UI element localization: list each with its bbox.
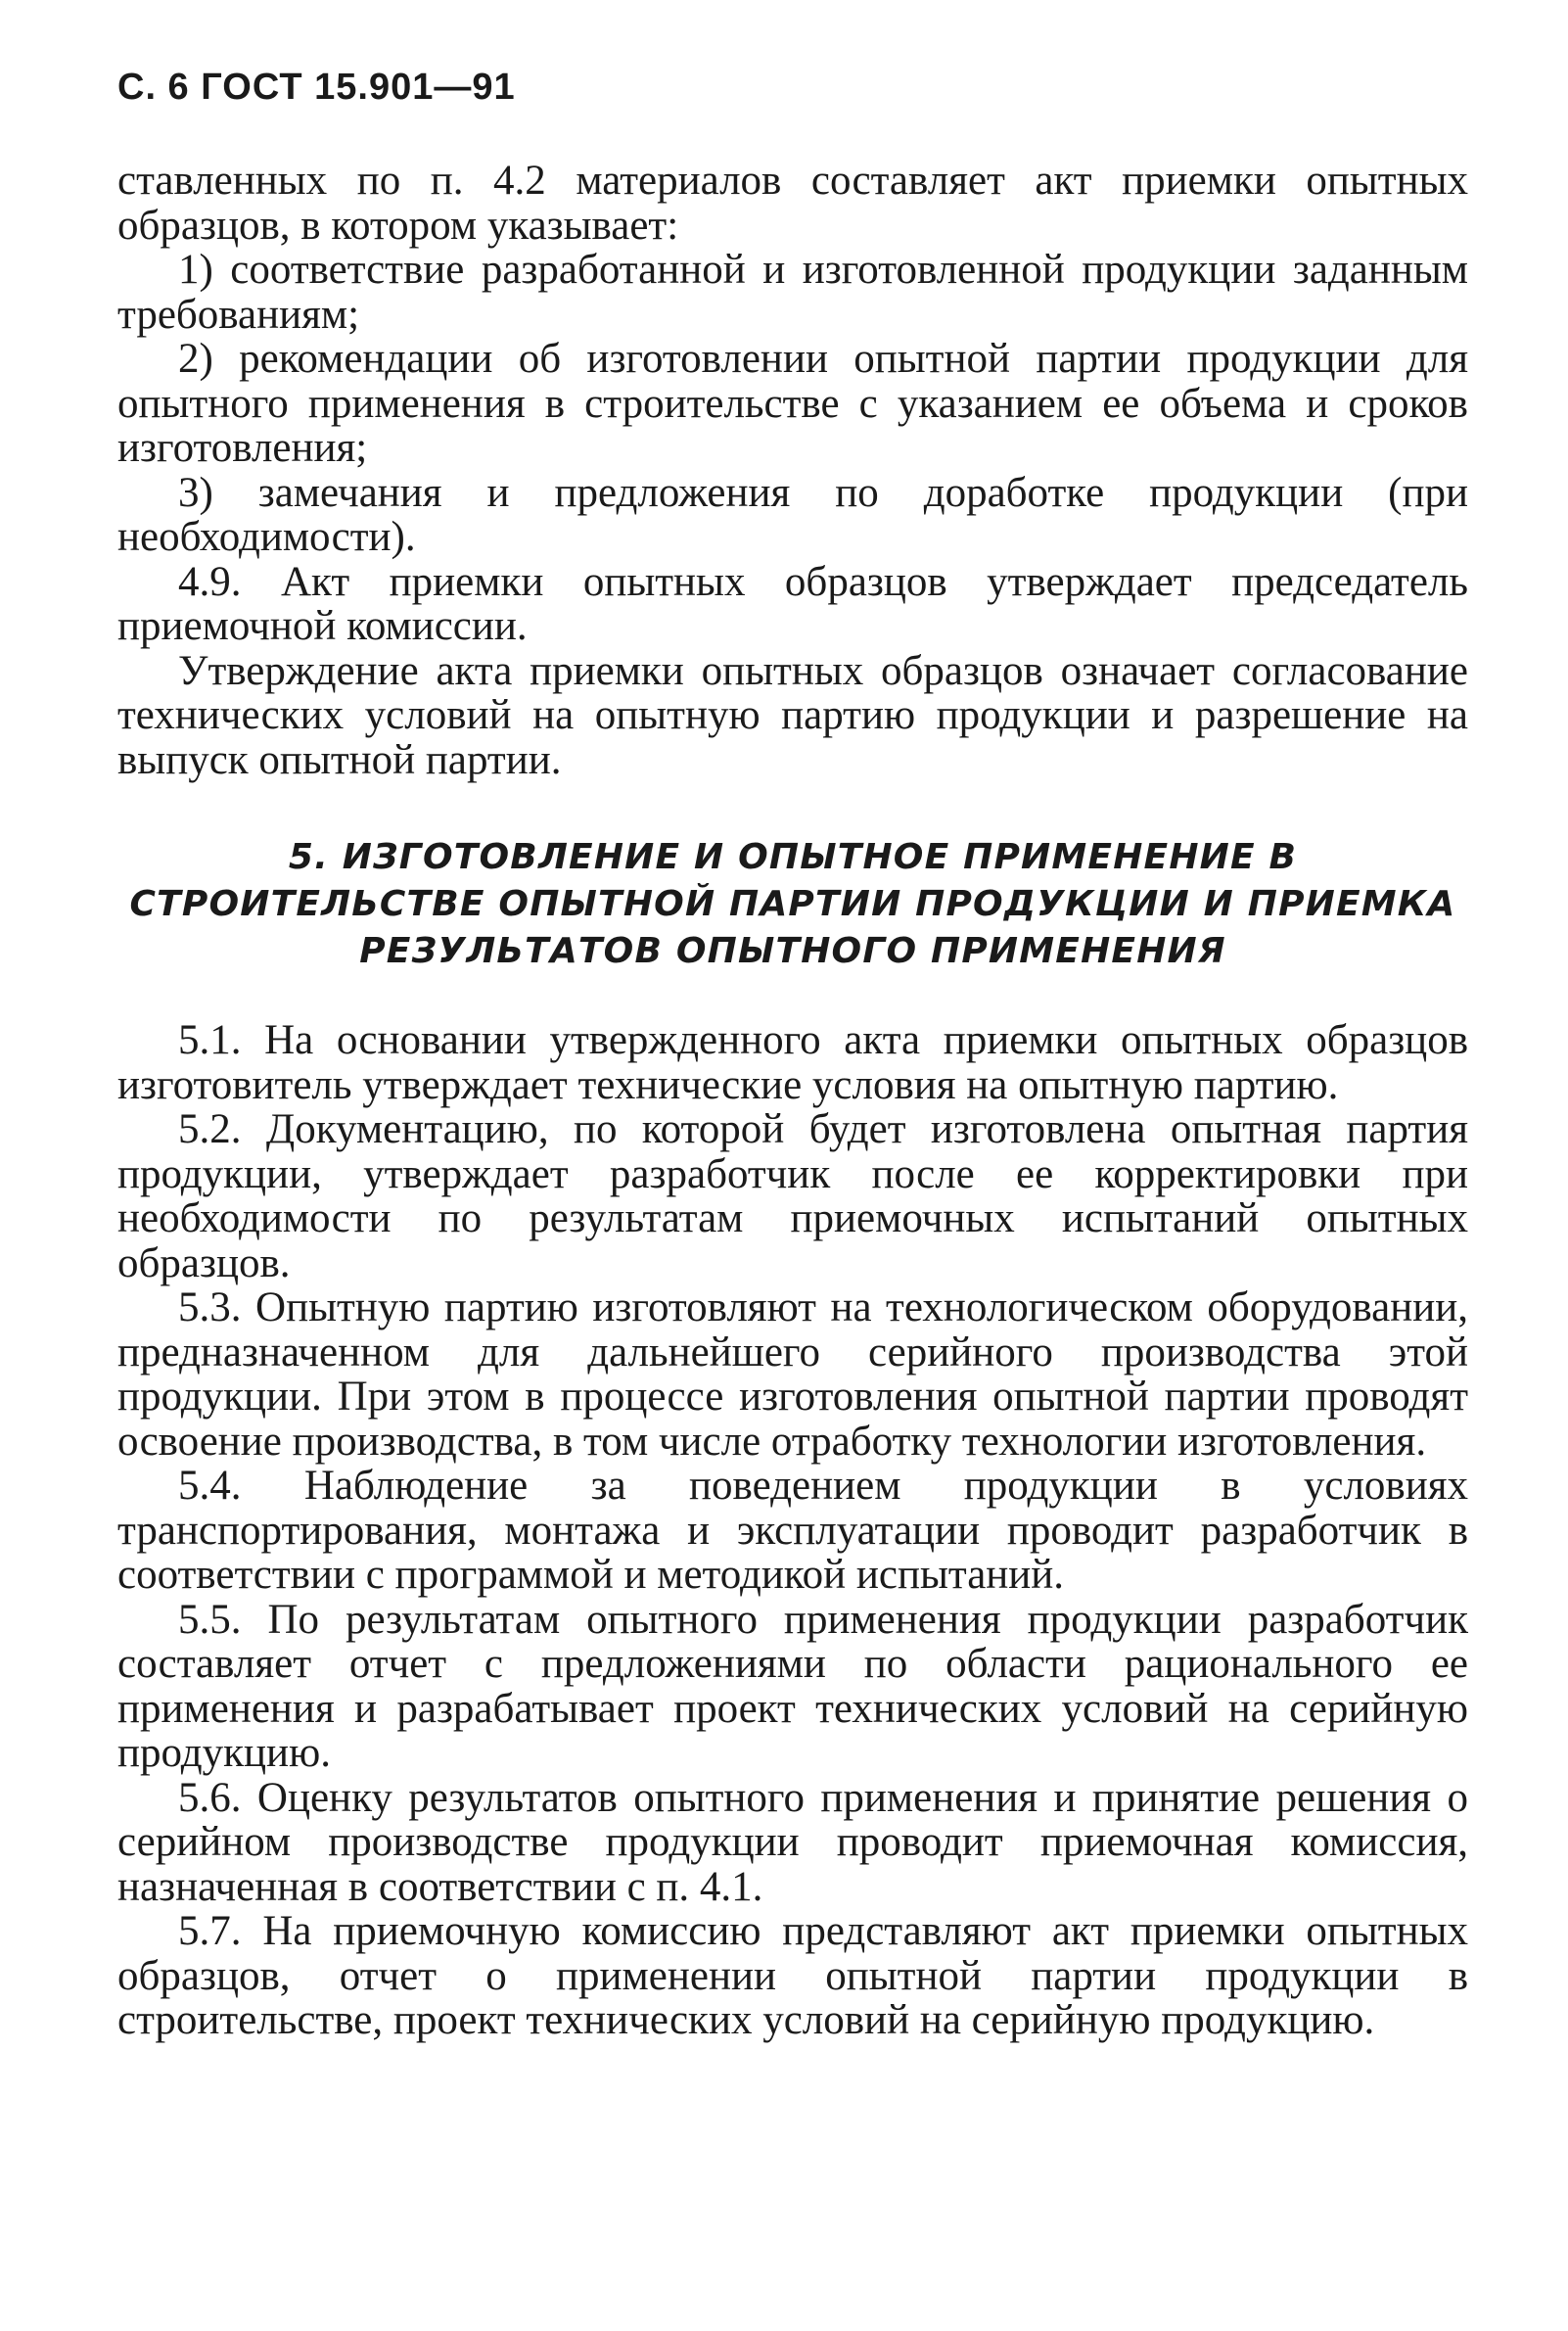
- section-5-heading: [117, 834, 1468, 975]
- section-heading-line: 5. ИЗГОТОВЛЕНИЕ И ОПЫТНОЕ ПРИМЕНЕНИЕ В: [288, 837, 1298, 877]
- paragraph-5-5: 5.5. По результатам опытного применения продукции разработчик составляет отчет с предложениями по области рационального ее применения и разрабатывает проект технических условий на серийную продукцию.: [117, 1596, 1468, 1776]
- list-item-3: 3) замечания и предложения по доработке продукции (при необходимости).: [117, 469, 1468, 560]
- section-heading-line: СТРОИТЕЛЬСТВЕ ОПЫТНОЙ ПАРТИИ ПРОДУКЦИИ И ПРИЕМКА: [129, 884, 1456, 924]
- section-heading-line: РЕЗУЛЬТАТОВ ОПЫТНОГО ПРИМЕНЕНИЯ: [359, 931, 1226, 971]
- paragraph-5-2: 5.2. Документацию, по которой будет изготовлена опытная партия продукции, утверждает разработчик после ее корректировки при необходимости по результатам приемочных испытаний опытных образцов.: [117, 1106, 1468, 1286]
- top-text-block: [117, 159, 1468, 782]
- paragraph-continuation: ставленных по п. 4.2 материалов составляет акт приемки опытных образцов, в котором указывает:: [117, 158, 1468, 249]
- paragraph-5-7: 5.7. На приемочную комиссию представляют акт приемки опытных образцов, отчет о применении опытной партии продукции в строительстве, проект технических условий на серийную продукцию.: [117, 1908, 1468, 2043]
- section-5-text-block: [117, 1018, 1468, 2043]
- paragraph-5-6: 5.6. Оценку результатов опытного применения и принятие решения о серийном производстве продукции проводит приемочная комиссия, назначенная в соответствии с п. 4.1.: [117, 1774, 1468, 1910]
- paragraph-4-9: 4.9. Акт приемки опытных образцов утверждает председатель приемочной комиссии.: [117, 558, 1468, 649]
- running-header: С. 6 ГОСТ 15.901—91: [117, 67, 516, 108]
- paragraph-approval: Утверждение акта приемки опытных образцов означает согласование технических условий на опытную партию продукции и разрешение на выпуск опытной партии.: [117, 647, 1468, 783]
- paragraph-5-4: 5.4. Наблюдение за поведением продукции в условиях транспортирования, монтажа и эксплуатации проводит разработчик в соответствии с программой и методикой испытаний.: [117, 1463, 1468, 1598]
- paragraph-5-1: 5.1. На основании утвержденного акта приемки опытных образцов изготовитель утверждает технические условия на опытную партию.: [117, 1017, 1468, 1108]
- paragraph-5-3: 5.3. Опытную партию изготовляют на технологическом оборудовании, предназначенном для дальнейшего серийного производства этой продукции. При этом в процессе изготовления опытной партии проводят освоение производства, в том числе отработку технологии изготовления.: [117, 1284, 1468, 1465]
- list-item-1: 1) соответствие разработанной и изготовленной продукции заданным требованиям;: [117, 247, 1468, 338]
- list-item-2: 2) рекомендации об изготовлении опытной партии продукции для опытного применения в строительстве с указанием ее объема и сроков изготовления;: [117, 336, 1468, 471]
